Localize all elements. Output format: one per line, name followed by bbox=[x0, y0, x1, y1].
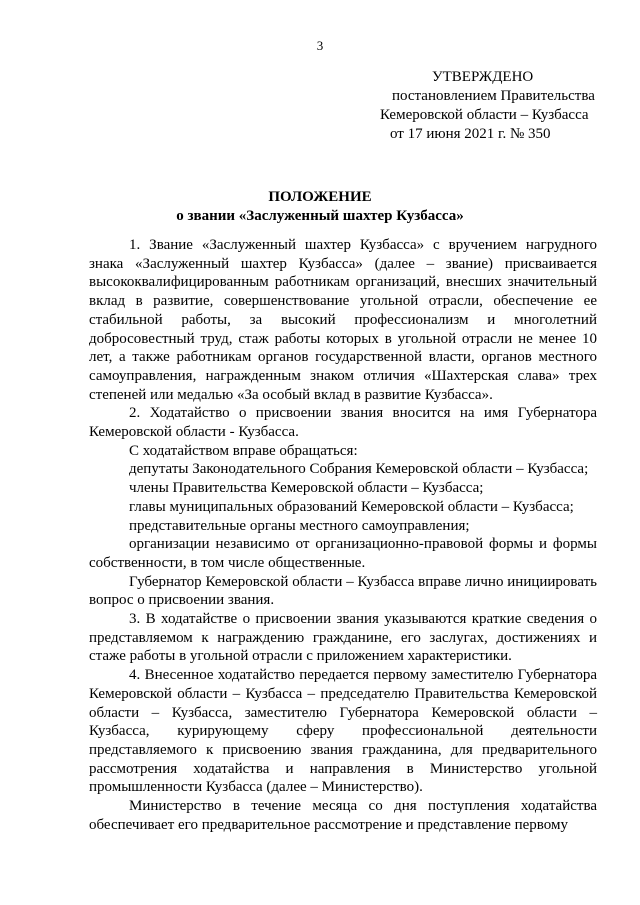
approval-line: УТВЕРЖДЕНО bbox=[432, 69, 534, 85]
paragraph: члены Правительства Кемеровской области – Кузбасса; bbox=[129, 480, 484, 497]
paragraph: 2. Ходатайство о присвоении звания вносится на имя Губернатора Кемеровской области - Кузбасса. bbox=[89, 405, 597, 441]
paragraph: депутаты Законодательного Собрания Кемеровской области – Кузбасса; bbox=[129, 461, 589, 478]
approval-line: постановлением Правительства bbox=[392, 88, 595, 104]
paragraph: С ходатайством вправе обращаться: bbox=[129, 442, 358, 459]
title-subheading: о звании «Заслуженный шахтер Кузбасса» bbox=[176, 208, 464, 224]
document-title bbox=[0, 188, 640, 226]
paragraph: 1. Звание «Заслуженный шахтер Кузбасса» с вручением нагрудного знака «Заслуженный шахтер Кузбасса» (далее – звание) присваивается высококвалифицированным работникам организаций, внесших значительный вклад в развитие, совершенствование угольной отрасли, обеспечение ее стабильной работы, за высокий профессионализм и многолетний добросовестный труд, стаж работы которых в угольной отрасли не менее 10 лет, а также работникам органов государственной власти, органов местного самоуправления, награжденным знаком отличия «Шахтерская слава» трех степеней или медалью «За особый вклад в развитие Кузбасса». bbox=[89, 237, 597, 403]
title-heading: ПОЛОЖЕНИЕ bbox=[268, 189, 372, 205]
approval-line: Кемеровской области – Кузбасса bbox=[380, 107, 589, 123]
approval-stamp bbox=[372, 68, 602, 144]
paragraph: организации независимо от организационно-правовой формы и формы собственности, в том числе общественные. bbox=[89, 536, 597, 571]
document-body bbox=[89, 236, 597, 835]
paragraph: главы муниципальных образований Кемеровской области – Кузбасса; bbox=[129, 498, 574, 515]
approval-line: от 17 июня 2021 г. № 350 bbox=[390, 126, 551, 142]
paragraph: представительные органы местного самоуправления; bbox=[129, 517, 470, 534]
paragraph: Министерство в течение месяца со дня поступления ходатайства обеспечивает его предварительное рассмотрение и представление первому bbox=[89, 798, 597, 833]
paragraph: 3. В ходатайстве о присвоении звания указываются краткие сведения о представляемом к награждению гражданине, его заслугах, достижениях и стаже работы в угольной отрасли с приложением характеристики. bbox=[89, 611, 597, 665]
paragraph: 4. Внесенное ходатайство передается первому заместителю Губернатора Кемеровской области – Кузбасса – председателю Правительства Кемеровской области – Кузбасса, заместителю Губернатора Кемеровской области – Кузбасса, курирующему сферу профессиональной деятельности представляемого к присвоению звания гражданина, для предварительного рассмотрения ходатайства и направления в Министерство угольной промышленности Кузбасса (далее – Министерство). bbox=[89, 667, 597, 796]
page-number: 3 bbox=[316, 38, 324, 53]
paragraph: Губернатор Кемеровской области – Кузбасса вправе лично инициировать вопрос о присвоении звания. bbox=[89, 573, 597, 609]
